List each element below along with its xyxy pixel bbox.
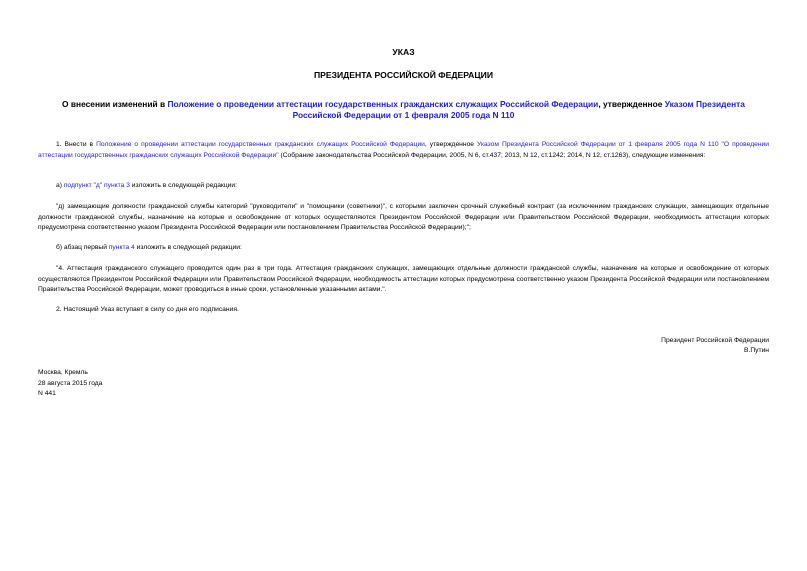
doc-type-heading: УКАЗ [392, 47, 415, 57]
footer-date: 28 августа 2015 года [38, 379, 103, 387]
quote-b: "4. Аттестация гражданского служащего проводится один раз в три года. Аттестация гражданских служащих, замещающих отдельные должности гражданской службы, назначение на которые и освобождение от которых осуществляются Президентом Российской Федерации или Правительством Российской Федерации, необходимость аттестации которых предусмотрена соответственно указом Президента Российской Федерации или постановлением Правительства Российской Федерации, может проводиться в иные сроки, установленные указанными актами.". [38, 265, 769, 293]
title-link-regulation[interactable]: Положение о проведении аттестации государственных гражданских служащих Российской Федерации [167, 99, 599, 109]
paragraph-1 [38, 140, 769, 161]
signature-name: В.Путин [744, 347, 769, 354]
item-b-link-point[interactable]: пункта 4 [108, 244, 135, 251]
item-b-prefix: б) абзац первый [56, 244, 109, 251]
para1-prefix: 1. Внести в [56, 141, 97, 148]
item-a-link-subpoint[interactable]: подпункт "д" [63, 182, 103, 189]
item-a [38, 181, 769, 192]
doc-issuer-heading: ПРЕЗИДЕНТА РОССИЙСКОЙ ФЕДЕРАЦИИ [313, 70, 494, 80]
item-a-link-point[interactable]: пункта 3 [104, 182, 130, 189]
para1-suffix: (Собрание законодательства Российской Федерации, 2005, N 6, ст.437; 2013, N 12, ст.1242; 2014, N 12, ст.1263), следующие изменения: [278, 151, 706, 159]
doc-title [38, 99, 769, 121]
title-text-1: О внесении изменений в [62, 99, 168, 109]
para1-mid: , утвержденное [424, 141, 477, 148]
item-a-suffix: изложить в следующей редакции: [129, 182, 238, 189]
footer-number: N 441 [38, 390, 56, 397]
footer-place: Москва, Кремль [38, 369, 88, 376]
item-b-suffix: изложить в следующей редакции: [134, 244, 242, 251]
title-link-decree[interactable]: Указом Президента Российской Федерации от 1 февраля 2005 года N 110 [292, 99, 745, 120]
item-a-prefix: а) [56, 182, 64, 189]
item-b [38, 243, 769, 254]
paragraph-2: 2. Настоящий Указ вступает в силу со дня его подписания. [56, 306, 239, 313]
para1-link-decree[interactable]: Указом Президента Российской Федерации от 1 февраля 2005 года N 110 "О проведении аттестации государственных гражданских служащих Российской Федерации" [38, 141, 769, 159]
signature-position: Президент Российской Федерации [661, 337, 769, 344]
title-text-2: , утвержденное [598, 99, 665, 109]
para1-link-regulation[interactable]: Положение о проведении аттестации государственных гражданских служащих Российской Федерации [96, 141, 425, 148]
signature-block [661, 336, 769, 356]
footer-block [38, 368, 102, 400]
quote-a: "д) замещающие должности гражданской службы категорий "руководители" и "помощники (советники)", с которыми заключен срочный служебный контракт (за исключением гражданских служащих, замещающих отдельные должности гражданской службы, назначение на которые и освобождение от которых осуществляются Президентом Российской Федерации или Правительством Российской Федерации, необходимость аттестации которых предусмотрена соответственно указом Президента Российской Федерации или постановлением Правительства Российской Федерации);"; [38, 203, 769, 231]
